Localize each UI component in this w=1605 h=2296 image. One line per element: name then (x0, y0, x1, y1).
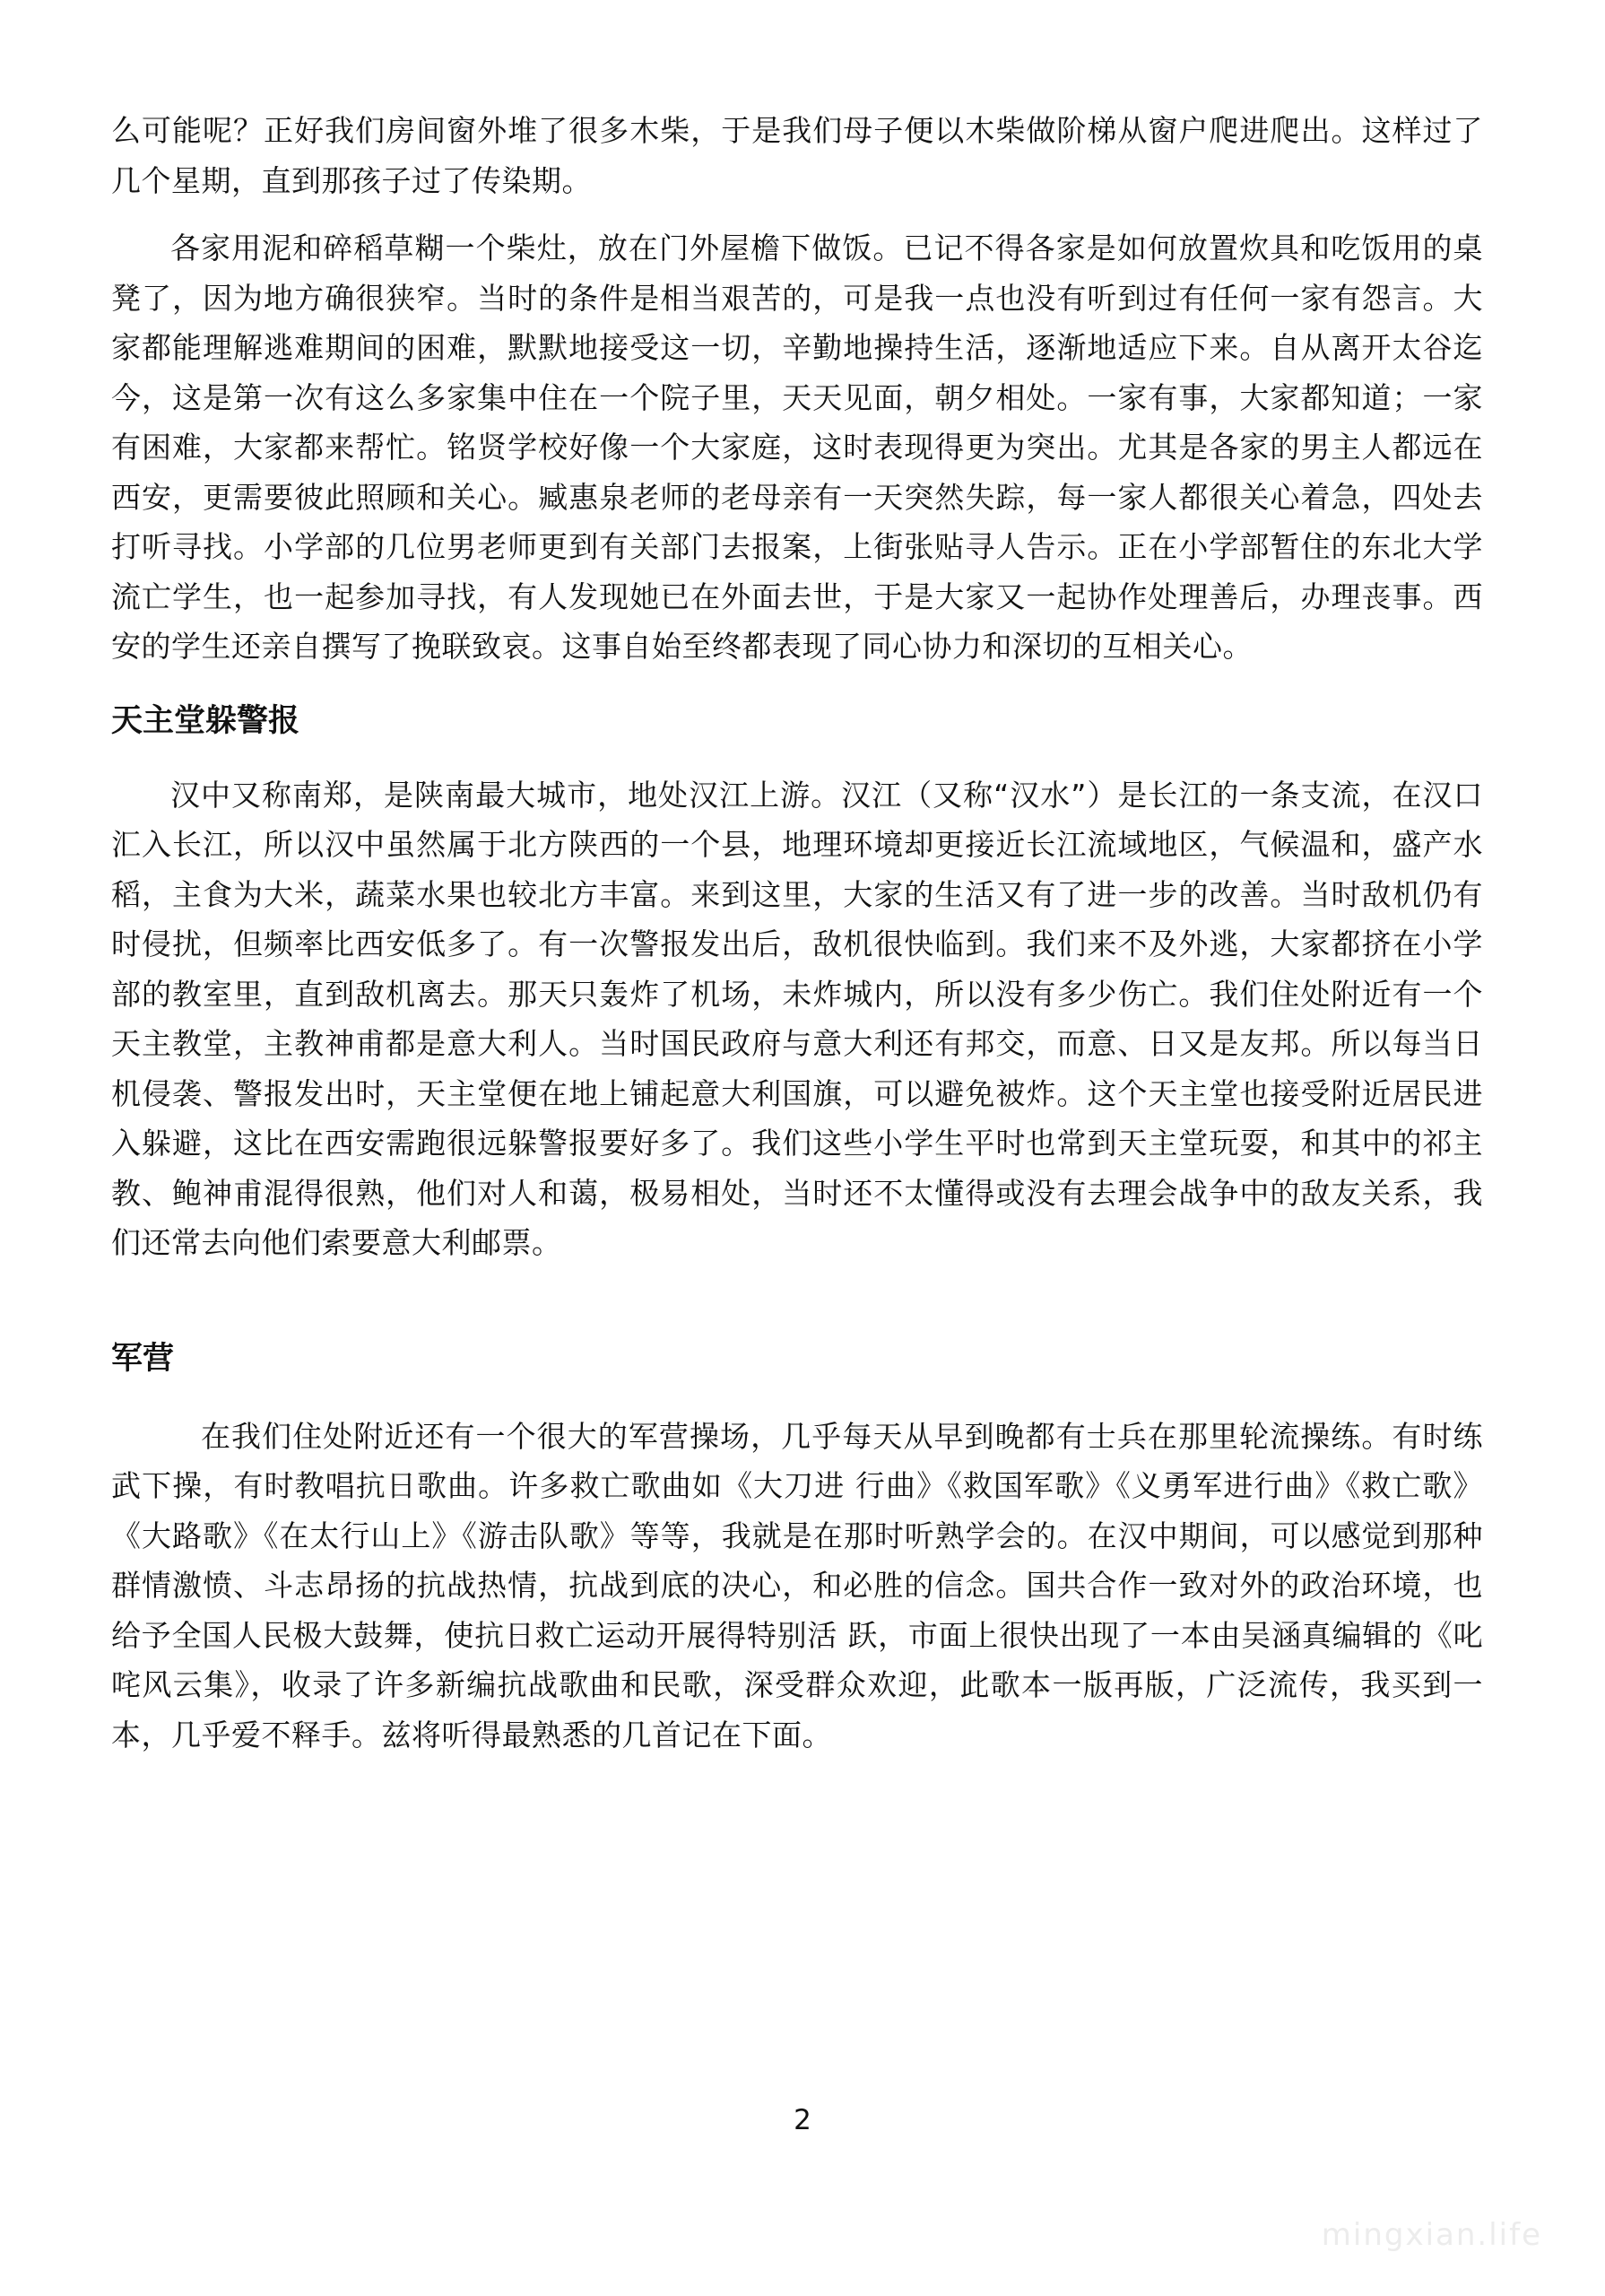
section-heading-church: 天主堂躲警报 (111, 702, 300, 739)
page-number: 2 (794, 2104, 811, 2136)
paragraph-continuation: 么可能呢？正好我们房间窗外堆了很多木柴，于是我们母子便以木柴做阶梯从窗户爬进爬出。这样过了几个星期，直到那孩子过了传染期。 (111, 113, 1483, 198)
document-body (111, 106, 1483, 1760)
paragraph-church: 汉中又称南郑，是陕南最大城市，地处汉江上游。汉江（又称“汉水”）是长江的一条支流，在汉口汇入长江，所以汉中虽然属于北方陕西的一个县，地理环境却更接近长江流域地区，气候温和，盛产水稻，主食为大米，蔬菜水果也较北方丰富。来到这里，大家的生活又有了进一步的改善。当时敌机仍有时侵扰，但频率比西安低多了。有一次警报发出后，敌机很快临到。我们来不及外逃，大家都挤在小学部的教室里，直到敌机离去。那天只轰炸了机场，未炸城内，所以没有多少伤亡。我们住处附近有一个天主教堂，主教神甫都是意大利人。当时国民政府与意大利还有邦交，而意、日又是友邦。所以每当日机侵袭、警报发出时，天主堂便在地上铺起意大利国旗，可以避免被炸。这个天主堂也接受附近居民进入躲避，这比在西安需跑很远躲警报要好多了。我们这些小学生平时也常到天主堂玩耍，和其中的祁主教、鲍神甫混得很熟，他们对人和蔼，极易相处，当时还不太懂得或没有去理会战争中的敌友关系，我们还常去向他们索要意大利邮票。 (111, 777, 1483, 1260)
paragraph-kitchen: 各家用泥和碎稻草糊一个柴灶，放在门外屋檐下做饭。已记不得各家是如何放置炊具和吃饭用的桌凳了，因为地方确很狭窄。当时的条件是相当艰苦的，可是我一点也没有听到过有任何一家有怨言。大家都能理解逃难期间的困难，默默地接受这一切，辛勤地操持生活，逐渐地适应下来。自从离开太谷迄今，这是第一次有这么多家集中住在一个院子里，天天见面，朝夕相处。一家有事，大家都知道；一家有困难，大家都来帮忙。铭贤学校好像一个大家庭，这时表现得更为突出。尤其是各家的男主人都远在西安，更需要彼此照顾和关心。臧惠泉老师的老母亲有一天突然失踪，每一家人都很关心着急，四处去打听寻找。小学部的几位男老师更到有关部门去报案，上街张贴寻人告示。正在小学部暂住的东北大学流亡学生，也一起参加寻找，有人发现她已在外面去世，于是大家又一起协作处理善后，办理丧事。西安的学生还亲自撰写了挽联致哀。这事自始至终都表现了同心协力和深切的互相关心。 (111, 230, 1483, 664)
paragraph-barracks: 在我们住处附近还有一个很大的军营操场，几乎每天从早到晚都有士兵在那里轮流操练。有时练武下操，有时教唱抗日歌曲。许多救亡歌曲如《大刀进 行曲》《救国军歌》《义勇军进行曲》《救亡歌》《大路歌》《在太行山上》《游击队歌》等等，我就是在那时听熟学会的。在汉中期间，可以感觉到那种群情激愤、斗志昂扬的抗战热情，抗战到底的决心，和必胜的信念。国共合作一致对外的政治环境，也给予全国人民极大鼓舞，使抗日救亡运动开展得特别活 跃，市面上很快出现了一本由吴涵真编辑的《叱咤风云集》，收录了许多新编抗战歌曲和民歌，深受群众欢迎，此歌本一版再版，广泛流传，我买到一本，几乎爱不释手。兹将听得最熟悉的几首记在下面。 (111, 1418, 1483, 1752)
section-heading-barracks: 军营 (111, 1340, 175, 1377)
watermark: mingxian.life (1321, 2217, 1542, 2253)
